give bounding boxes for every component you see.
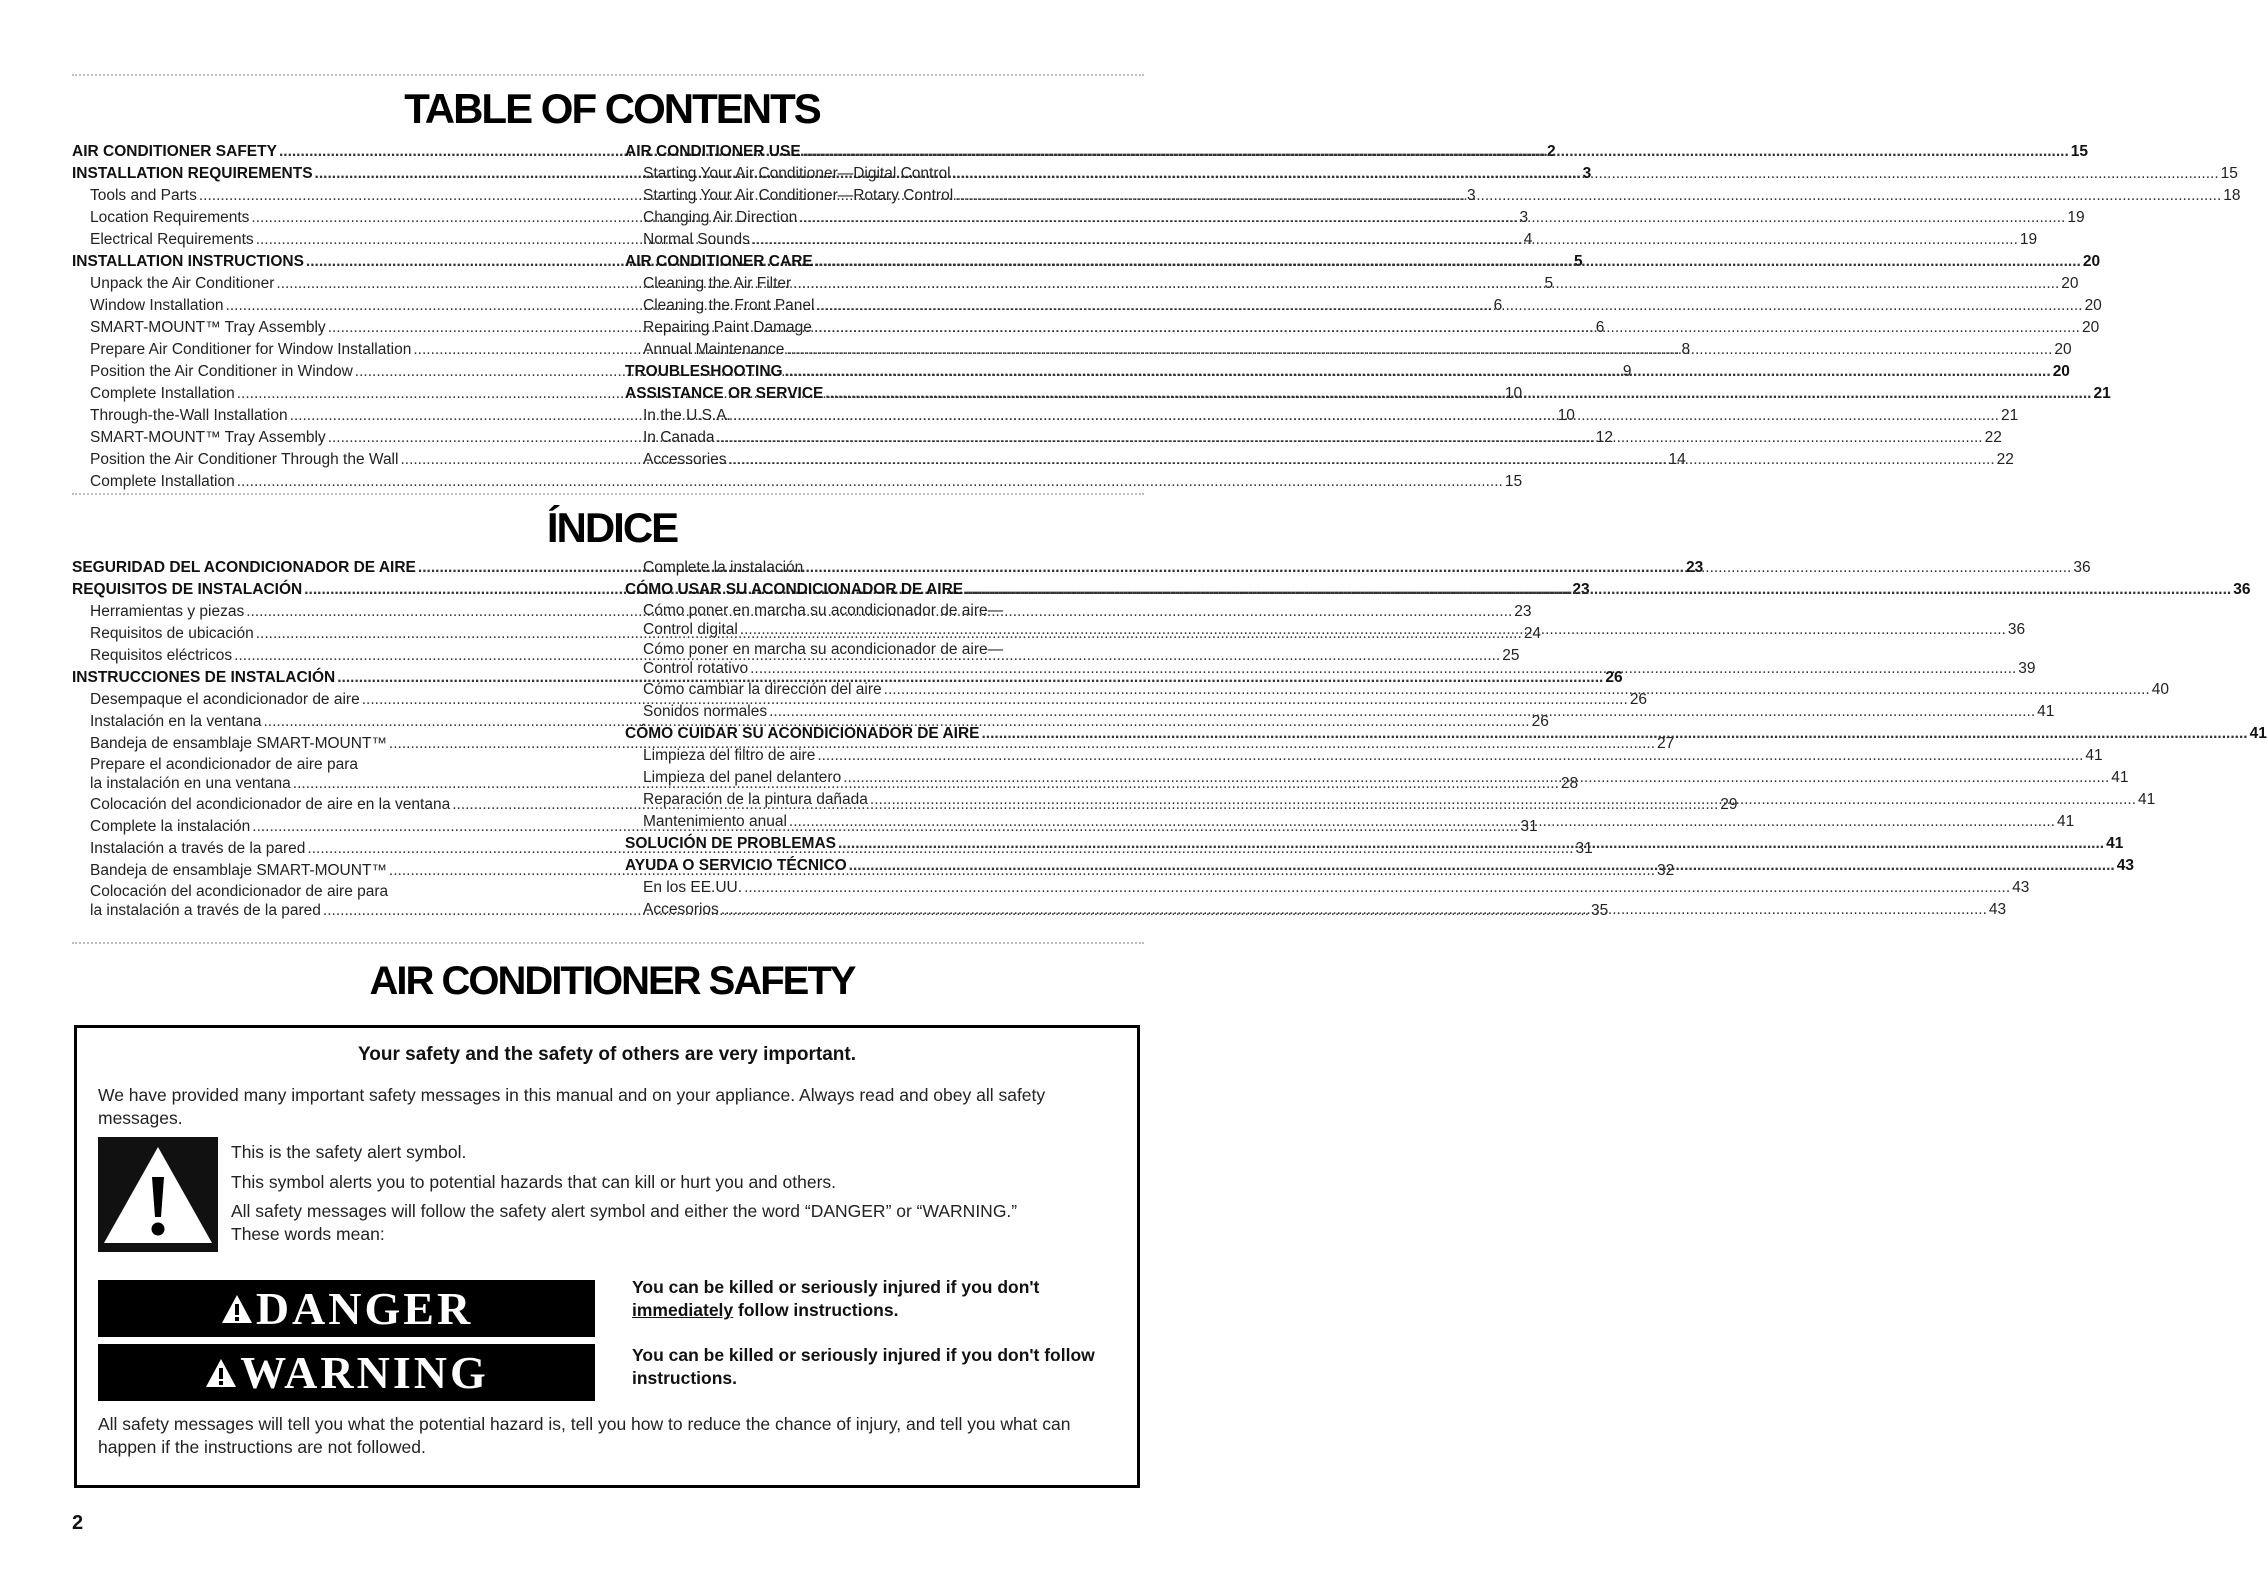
indice-section[interactable]: SEGURIDAD DEL ACONDICIONADOR DE AIRE ..... 23	[72, 557, 588, 579]
indice-item[interactable]: Complete la instalación ..... 36	[625, 557, 1141, 579]
indice-item[interactable]: Sonidos normales ..... 41	[625, 701, 1141, 723]
toc-title: TABLE OF CONTENTS	[404, 85, 820, 132]
warning-meaning: You can be killed or seriously injured if you don't follow instructions.	[632, 1345, 1095, 1388]
indice-item[interactable]: Herramientas y piezas ..... 23	[72, 601, 588, 623]
indice-item[interactable]: Cómo cambiar la dirección del aire ..... 40	[625, 679, 1141, 701]
toc-item[interactable]: Complete Installation ..... 15	[72, 471, 588, 493]
toc-item[interactable]: Complete Installation ..... 10	[72, 383, 588, 405]
warning-signal	[98, 1344, 595, 1401]
indice-item[interactable]: Bandeja de ensamblaje SMART-MOUNT™ ..... 27	[72, 733, 588, 755]
indice-bottom-rule	[72, 942, 1144, 944]
indice-item[interactable]: Mantenimiento anual ..... 41	[625, 811, 1141, 833]
toc-item[interactable]: In the U.S.A. ..... 21	[625, 405, 1141, 427]
safety-intro: We have provided many important safety messages in this manual and on your appliance. Always read and obey all safety messages.	[98, 1085, 1046, 1128]
toc-section[interactable]: AIR CONDITIONER SAFETY ..... 2	[72, 141, 588, 163]
indice-section[interactable]: CÓMO USAR SU ACONDICIONADOR DE AIRE ..... 36	[625, 579, 1141, 601]
danger-signal	[98, 1280, 595, 1337]
indice-item[interactable]: Instalación a través de la pared ..... 31	[72, 838, 588, 860]
indice-item[interactable]: Bandeja de ensamblaje SMART-MOUNT™ ..... 32	[72, 860, 588, 882]
safety-box	[74, 1025, 1140, 1488]
toc-item[interactable]: Repairing Paint Damage ..... 20	[625, 317, 1141, 339]
toc-item[interactable]: Position the Air Conditioner Through the Wall ..... 14	[72, 449, 588, 471]
toc-item[interactable]: Position the Air Conditioner in Window ..... 9	[72, 361, 588, 383]
toc-section[interactable]: AIR CONDITIONER USE ..... 15	[625, 141, 1141, 163]
indice-section[interactable]: REQUISITOS DE INSTALACIÓN ..... 23	[72, 579, 588, 601]
safety-closing: All safety messages will tell you what the potential hazard is, tell you how to reduce the chance of injury, and tell you what can happen if the instructions are not followed.	[98, 1414, 1071, 1457]
indice-item[interactable]: Cómo poner en marcha su acondicionador de aire— Control rotativo ..... 39	[625, 640, 1141, 679]
indice-item[interactable]: En los EE.UU. ..... 43	[625, 877, 1141, 899]
toc-item[interactable]: Normal Sounds ..... 19	[625, 229, 1141, 251]
toc-item[interactable]: Prepare Air Conditioner for Window Installation ..... 8	[72, 339, 588, 361]
toc-item[interactable]: Window Installation ..... 6	[72, 295, 588, 317]
indice-section[interactable]: INSTRUCCIONES DE INSTALACIÓN ..... 26	[72, 667, 588, 689]
toc-item[interactable]: Starting Your Air Conditioner—Digital Control ..... 15	[625, 163, 1141, 185]
danger-meaning: You can be killed or seriously injured if you don't immediately follow instructions.	[632, 1277, 1040, 1320]
indice-section[interactable]: CÓMO CUIDAR SU ACONDICIONADOR DE AIRE ..... 41	[625, 723, 1141, 745]
alert-symbol-line: This is the safety alert symbol.	[231, 1142, 467, 1162]
toc-item[interactable]: Cleaning the Air Filter ..... 20	[625, 273, 1141, 295]
toc-item[interactable]: Unpack the Air Conditioner ..... 5	[72, 273, 588, 295]
toc-item[interactable]: SMART-MOUNT™ Tray Assembly ..... 12	[72, 427, 588, 449]
warning-label: WARNING	[240, 1347, 489, 1398]
page-number: 2	[72, 1512, 84, 1534]
indice-item[interactable]: Accesorios ..... 43	[625, 899, 1141, 921]
toc-item[interactable]: Starting Your Air Conditioner—Rotary Control ..... 18	[625, 185, 1141, 207]
toc-bottom-rule	[72, 493, 1144, 495]
toc-section[interactable]: INSTALLATION REQUIREMENTS ..... 3	[72, 163, 588, 185]
toc-section[interactable]: INSTALLATION INSTRUCTIONS ..... 5	[72, 251, 588, 273]
indice-item[interactable]: Complete la instalación ..... 31	[72, 816, 588, 838]
toc-section[interactable]: TROUBLESHOOTING ..... 20	[625, 361, 1141, 383]
indice-item[interactable]: Colocación del acondicionador de aire para la instalación a través de la pared ..... 35	[72, 882, 588, 921]
top-rule	[72, 74, 1144, 76]
toc-item[interactable]: Through-the-Wall Installation ..... 10	[72, 405, 588, 427]
indice-item-first-line: Colocación del acondicionador de aire para	[90, 883, 389, 900]
toc-item[interactable]: Tools and Parts ..... 3	[72, 185, 588, 207]
safety-title: AIR CONDITIONER SAFETY	[369, 959, 855, 1003]
indice-item[interactable]: Requisitos eléctricos ..... 25	[72, 645, 588, 667]
danger-label: DANGER	[255, 1283, 474, 1334]
toc-item[interactable]: SMART-MOUNT™ Tray Assembly ..... 6	[72, 317, 588, 339]
toc-item[interactable]: Location Requirements ..... 3	[72, 207, 588, 229]
toc-item[interactable]: In Canada ..... 22	[625, 427, 1141, 449]
toc-section[interactable]: AIR CONDITIONER CARE ..... 20	[625, 251, 1141, 273]
toc-section[interactable]: ASSISTANCE OR SERVICE ..... 21	[625, 383, 1141, 405]
indice-item[interactable]: Reparación de la pintura dañada ..... 41	[625, 789, 1141, 811]
warning-triangle-icon	[204, 1357, 238, 1389]
safety-box-title: Your safety and the safety of others are very important.	[357, 1044, 856, 1065]
indice-section[interactable]: SOLUCIÓN DE PROBLEMAS ..... 41	[625, 833, 1141, 855]
toc-item[interactable]: Annual Maintenance ..... 20	[625, 339, 1141, 361]
indice-item[interactable]: Colocación del acondicionador de aire en la ventana ..... 29	[72, 794, 588, 816]
indice-item[interactable]: Desempaque el acondicionador de aire ..... 26	[72, 689, 588, 711]
toc-item[interactable]: Changing Air Direction ..... 19	[625, 207, 1141, 229]
indice-title: ÍNDICE	[546, 504, 678, 551]
warning-triangle-icon	[220, 1293, 254, 1325]
indice-item[interactable]: Requisitos de ubicación ..... 24	[72, 623, 588, 645]
indice-item[interactable]: Limpieza del panel delantero ..... 41	[625, 767, 1141, 789]
toc-item[interactable]: Electrical Requirements ..... 4	[72, 229, 588, 251]
indice-item[interactable]: Instalación en la ventana ..... 26	[72, 711, 588, 733]
indice-item[interactable]: Limpieza del filtro de aire ..... 41	[625, 745, 1141, 767]
indice-item-first-line: Prepare el acondicionador de aire para	[90, 756, 358, 773]
alert-symbol-line: This symbol alerts you to potential hazards that can kill or hurt you and others.	[231, 1172, 837, 1192]
toc-item[interactable]: Cleaning the Front Panel ..... 20	[625, 295, 1141, 317]
indice-item[interactable]: Prepare el acondicionador de aire para la instalación en una ventana ..... 28	[72, 755, 588, 794]
safety-alert-icon	[98, 1137, 218, 1252]
toc-item[interactable]: Accessories ..... 22	[625, 449, 1141, 471]
alert-symbol-line: All safety messages will follow the safety alert symbol and either the word “DANGER” or “WARNING.” These words mean:	[231, 1201, 1018, 1244]
indice-item-first-line: Cómo poner en marcha su acondicionador de aire—	[643, 602, 1004, 619]
indice-section[interactable]: AYUDA O SERVICIO TÉCNICO ..... 43	[625, 855, 1141, 877]
indice-item[interactable]: Cómo poner en marcha su acondicionador de aire— Control digital ..... 36	[625, 601, 1141, 640]
indice-item-first-line: Cómo poner en marcha su acondicionador de aire—	[643, 641, 1004, 658]
